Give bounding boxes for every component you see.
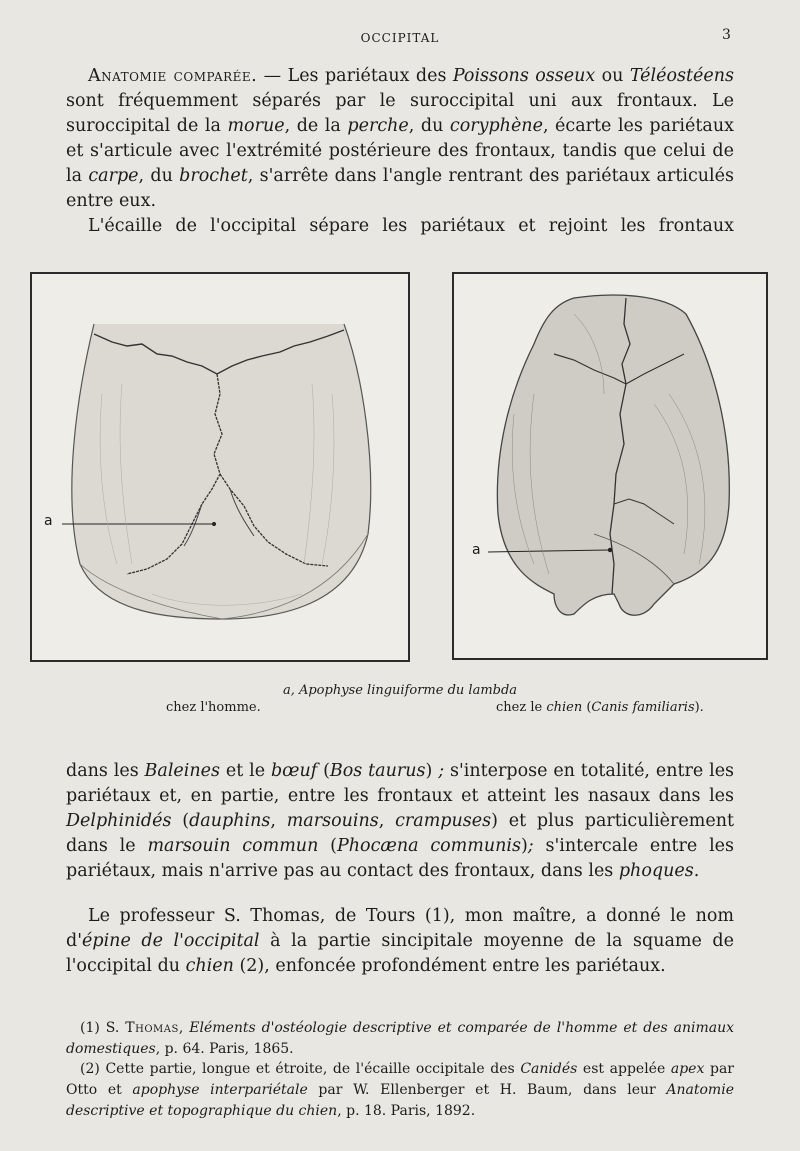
text: .: [693, 861, 700, 881]
dog-skull-illustration: [454, 274, 766, 658]
figure-human-skull: [30, 272, 410, 662]
italic-term: phoques: [618, 861, 694, 881]
label-a-right: a: [472, 542, 481, 558]
italic-term: ;: [527, 836, 534, 856]
author: Thomas: [125, 1020, 179, 1036]
italic-term: Baleines: [144, 761, 220, 781]
italic-term: bœuf: [270, 761, 318, 781]
italic-term: Phocæna communis: [336, 836, 521, 856]
italic-term: ;: [438, 761, 445, 781]
text: (: [317, 761, 330, 781]
text: Le professeur S. Thomas, de Tours (1), mon maître, a donné le nom d': [66, 906, 734, 951]
italic-term: apex: [670, 1061, 705, 1077]
text: ).: [694, 700, 704, 715]
text: , écarte les pariétaux et s'articule avec l'extrémité postérieure des frontaux, tandis que celui de la: [66, 116, 734, 186]
text: , p. 64. Paris, 1865.: [155, 1041, 294, 1057]
text: sont fréquemment séparés par le suroccipital uni aux frontaux. Le suroccipital de la: [66, 91, 734, 136]
italic-term: crampuses: [395, 811, 492, 831]
text: , s'arrête dans l'angle rentrant des pariétaux articulés entre eux.: [66, 166, 734, 211]
footnote-1: [66, 1018, 734, 1060]
text: dans les: [66, 761, 145, 781]
book-title: Eléments d'ostéologie descriptive et comparée de l'homme et des animaux domestiques: [66, 1020, 734, 1057]
text: s'interpose en totalité, entre les pariétaux et, en partie, entre les frontaux et atteint les nasaux dans les: [66, 761, 735, 806]
text: s'intercale entre les pariétaux, mais n'arrive pas au contact des frontaux, dans les: [66, 836, 735, 881]
text: , p. 18. Paris, 1892.: [337, 1103, 476, 1119]
text: à la partie sincipitale moyenne de la squame de l'occipital du: [66, 931, 734, 976]
text: ,: [270, 811, 287, 831]
text: est appelée: [577, 1061, 671, 1077]
italic-term: chien: [546, 700, 583, 715]
caption-main: a, Apophyse linguiforme du lambda: [282, 683, 518, 698]
italic-term: marsouin commun: [147, 836, 319, 856]
text: ) et plus particulièrement dans le: [66, 811, 734, 856]
paragraph-comparative-anatomy: [66, 64, 734, 214]
text: ): [520, 836, 528, 856]
human-skull-illustration: [32, 274, 408, 660]
text: par Otto et: [66, 1061, 734, 1098]
figure-caption: [0, 682, 800, 700]
page-number: 3: [722, 27, 731, 43]
text: (: [582, 700, 592, 715]
text: (2), enfoncée profondément entre les pariétaux.: [233, 956, 666, 976]
text: (: [318, 836, 337, 856]
book-title: Anatomie descriptive et topographique du chien: [66, 1082, 734, 1119]
italic-term: carpe: [88, 166, 139, 186]
text: (1) S.: [80, 1020, 126, 1036]
text: par W. Ellenberger et H. Baum, dans leur: [307, 1082, 667, 1098]
text: chez le: [496, 700, 547, 715]
italic-term: marsouins: [286, 811, 379, 831]
footnote-2: [66, 1059, 734, 1122]
italic-term: Téléostéens: [629, 66, 734, 86]
italic-term: Poissons osseux: [452, 66, 596, 86]
section-lead: Anatomie comparée.: [88, 66, 258, 86]
text: ou: [595, 66, 630, 86]
label-a-left: a: [44, 513, 53, 529]
text: , du: [408, 116, 450, 136]
paragraph-occipital-scale: L'écaille de l'occipital sépare les pariétaux et rejoint les frontaux: [88, 216, 734, 236]
italic-term: Delphinidés: [66, 811, 172, 831]
italic-term: morue: [227, 116, 285, 136]
italic-term: épine de l'occipital: [82, 931, 260, 951]
italic-term: Bos taurus: [329, 761, 426, 781]
caption-right: [496, 699, 704, 717]
figure-dog-skull: [452, 272, 768, 660]
text: ): [425, 761, 439, 781]
italic-term: Canidés: [520, 1061, 578, 1077]
italic-term: brochet: [179, 166, 248, 186]
italic-term: chien: [185, 956, 234, 976]
running-title: OCCIPITAL: [360, 31, 440, 45]
text: ,: [378, 811, 396, 831]
italic-term: coryphène: [449, 116, 543, 136]
text: — Les pariétaux des: [257, 66, 453, 86]
caption-left: chez l'homme.: [166, 700, 261, 715]
text: (2) Cette partie, longue et étroite, de l'écaille occipitale des: [80, 1061, 521, 1077]
text: , du: [138, 166, 180, 186]
italic-term: apophyse interpariétale: [132, 1082, 308, 1098]
italic-term: perche: [347, 116, 409, 136]
text: ,: [178, 1020, 190, 1036]
text: (: [171, 811, 190, 831]
paragraph-baleines: [66, 759, 734, 884]
text: et le: [220, 761, 271, 781]
italic-term: dauphins: [189, 811, 271, 831]
text: , de la: [284, 116, 348, 136]
italic-term: Canis familiaris: [591, 700, 695, 715]
paragraph-thomas: [66, 904, 734, 979]
